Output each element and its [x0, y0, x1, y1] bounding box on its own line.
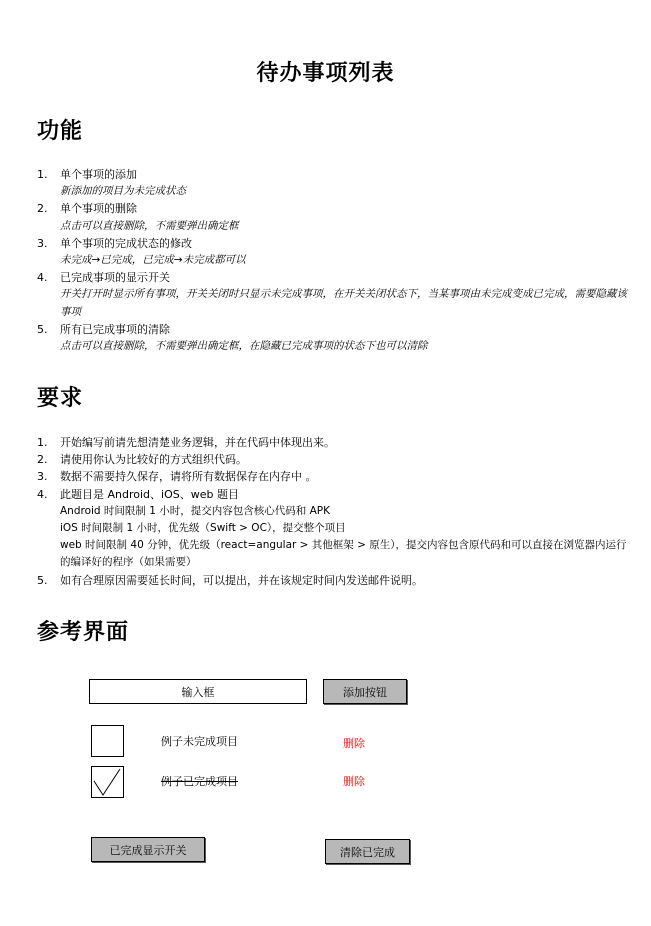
list-number: 5. [37, 322, 48, 336]
list-number: 3. [37, 236, 48, 250]
list-item [37, 166, 627, 200]
list-item-description: 点击可以直接删除，不需要弹出确定框 [60, 219, 239, 232]
list-item [37, 434, 627, 451]
features-list [37, 166, 627, 355]
list-number: 5. [37, 573, 48, 587]
list-item [37, 235, 627, 269]
delete-link[interactable]: 删除 [343, 775, 365, 788]
list-item-description: 新添加的项目为未完成状态 [60, 185, 186, 198]
add-button[interactable]: 添加按钮 [323, 679, 407, 704]
list-item-description: 未完成→已完成，已完成→未完成都可以 [60, 254, 246, 267]
todo-checkbox-checked[interactable] [91, 766, 124, 798]
list-item-text: 此题目是 Android、iOS、web 题目 [60, 487, 239, 501]
requirements-list [37, 434, 627, 589]
list-number: 3. [37, 470, 48, 484]
todo-input-mockup[interactable] [89, 679, 307, 704]
list-item-text: 请使用你认为比较好的方式组织代码。 [60, 453, 247, 467]
document-title: 待办事项列表 [256, 61, 395, 86]
check-mark-icon [92, 767, 123, 797]
list-item-description: 开关打开时显示所有事项，开关关闭时只显示未完成事项，在开关关闭状态下，当某事项由未完成变成已完成，需要隐藏该事项 [60, 288, 627, 318]
list-number: 2. [37, 202, 48, 216]
show-completed-toggle[interactable]: 已完成显示开关 [91, 837, 205, 862]
list-item [37, 451, 627, 468]
section-heading-reference: 参考界面 [37, 620, 130, 645]
list-item [37, 572, 627, 589]
list-item [37, 468, 627, 485]
list-number: 4. [37, 487, 48, 501]
list-item-text: 开始编写前请先想清楚业务逻辑，并在代码中体现出来。 [60, 436, 335, 449]
list-item-description: 点击可以直接删除，不需要弹出确定框，在隐藏已完成事项的状态下也可以清除 [60, 340, 428, 353]
section-heading-features: 功能 [37, 119, 84, 144]
delete-link[interactable]: 删除 [343, 737, 365, 750]
section-heading-requirements: 要求 [37, 386, 84, 411]
list-sub-item: iOS 时间限制 1 小时，优先级（Swift > OC），提交整个项目 [60, 522, 346, 535]
list-item [37, 321, 627, 355]
list-item [37, 486, 627, 572]
list-item [37, 269, 627, 321]
list-number: 2. [37, 453, 48, 467]
input-placeholder-label: 输入框 [181, 685, 215, 699]
list-sub-item: web 时间限制 40 分钟，优先级（react=angular > 其他框架 > 原生），提交内容包含原代码和可以直接在浏览器内运行的编译好的程序（如果需要） [60, 539, 627, 569]
list-item-text: 已完成事项的显示开关 [60, 271, 170, 285]
todo-checkbox-unchecked[interactable] [91, 725, 124, 757]
todo-item-text-completed: 例子已完成项目 [161, 775, 238, 788]
list-sub-item: Android 时间限制 1 小时，提交内容包含核心代码和 APK [60, 504, 331, 517]
list-item-text: 单个事项的删除 [60, 202, 137, 216]
list-item-text: 单个事项的完成状态的修改 [60, 236, 192, 250]
list-item-text: 数据不需要持久保存，请将所有数据保存在内存中 。 [60, 470, 317, 484]
list-item-text: 单个事项的添加 [60, 168, 137, 181]
list-number: 4. [37, 271, 48, 285]
list-item-text: 如有合理原因需要延长时间，可以提出，并在该规定时间内发送邮件说明。 [60, 573, 423, 587]
list-item-text: 所有已完成事项的清除 [60, 322, 170, 336]
clear-completed-button[interactable]: 清除已完成 [325, 839, 410, 864]
list-item [37, 200, 627, 234]
list-number: 1. [37, 168, 48, 181]
list-number: 1. [37, 436, 48, 449]
todo-item-text: 例子未完成项目 [161, 735, 238, 748]
